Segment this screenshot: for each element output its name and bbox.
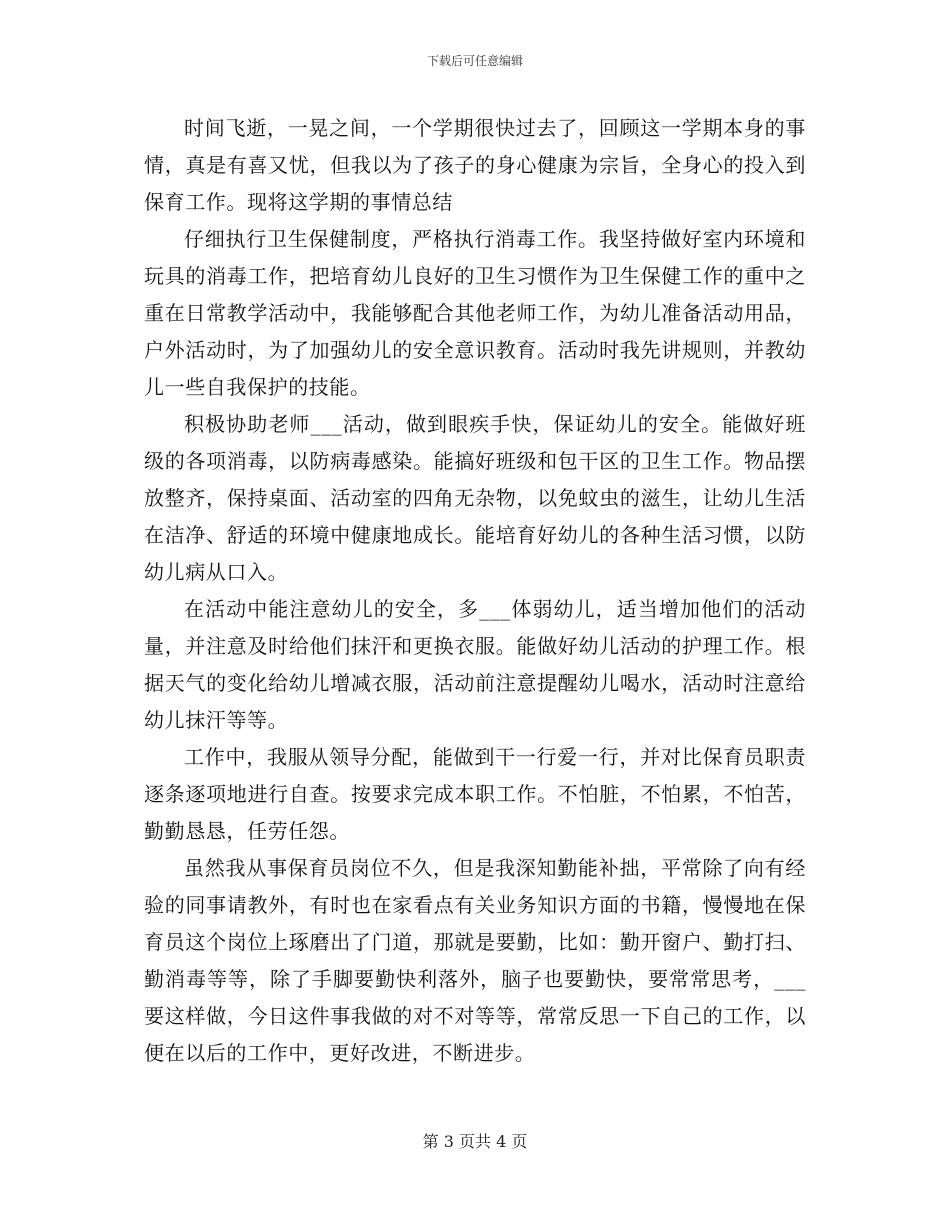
paragraph: 仔细执行卫生保健制度，严格执行消毒工作。我坚持做好室内环境和玩具的消毒工作，把培育幼儿良好的卫生习惯作为卫生保健工作的重中之重在日常教学活动中，我能够配合其他老师工作，为幼儿准备活动用品，户外活动时，为了加强幼儿的安全意识教育。活动时我先讲规则，并教幼儿一些自我保护的技能。 [144,227,806,399]
document-body [144,110,806,1072]
paragraph: 时间飞逝，一晃之间，一个学期很快过去了，回顾这一学期本身的事情，真是有喜又忧，但我以为了孩子的身心健康为宗旨，全身心的投入到保育工作。现将这学期的事情总结 [144,116,806,214]
page-footer: 第 3 页共 4 页 [422,1132,528,1151]
paragraph: 虽然我从事保育员岗位不久，但是我深知勤能补拙，平常除了向有经验的同事请教外，有时也在家看点有关业务知识方面的书籍，慢慢地在保育员这个岗位上琢磨出了门道，那就是要勤，比如：勤开窗户、勤打扫、勤消毒等等，除了手脚要勤快利落外，脑子也要勤快，要常常思考，___要这样做，今日这件事我做的对不对等等，常常反思一下自己的工作，以便在以后的工作中，更好改进，不断进步。 [144,856,806,1065]
paragraph: 工作中，我服从领导分配，能做到干一行爱一行，并对比保育员职责逐条逐项地进行自查。按要求完成本职工作。不怕脏，不怕累，不怕苦，勤勤恳恳，任劳任怨。 [144,745,806,843]
paragraph: 在活动中能注意幼儿的安全，多___体弱幼儿，适当增加他们的活动量，并注意及时给他们抹汗和更换衣服。能做好幼儿活动的护理工作。根据天气的变化给幼儿增减衣服，活动前注意提醒幼儿喝水，活动时注意给幼儿抹汗等等。 [144,597,806,732]
page-header: 下载后可任意编辑 [426,54,523,68]
paragraph: 积极协助老师___活动，做到眼疾手快，保证幼儿的安全。能做好班级的各项消毒，以防病毒感染。能搞好班级和包干区的卫生工作。物品摆放整齐，保持桌面、活动室的四角无杂物，以免蚊虫的滋生，让幼儿生活在洁净、舒适的环境中健康地成长。能培育好幼儿的各种生活习惯，以防幼儿病从口入。 [144,412,806,584]
